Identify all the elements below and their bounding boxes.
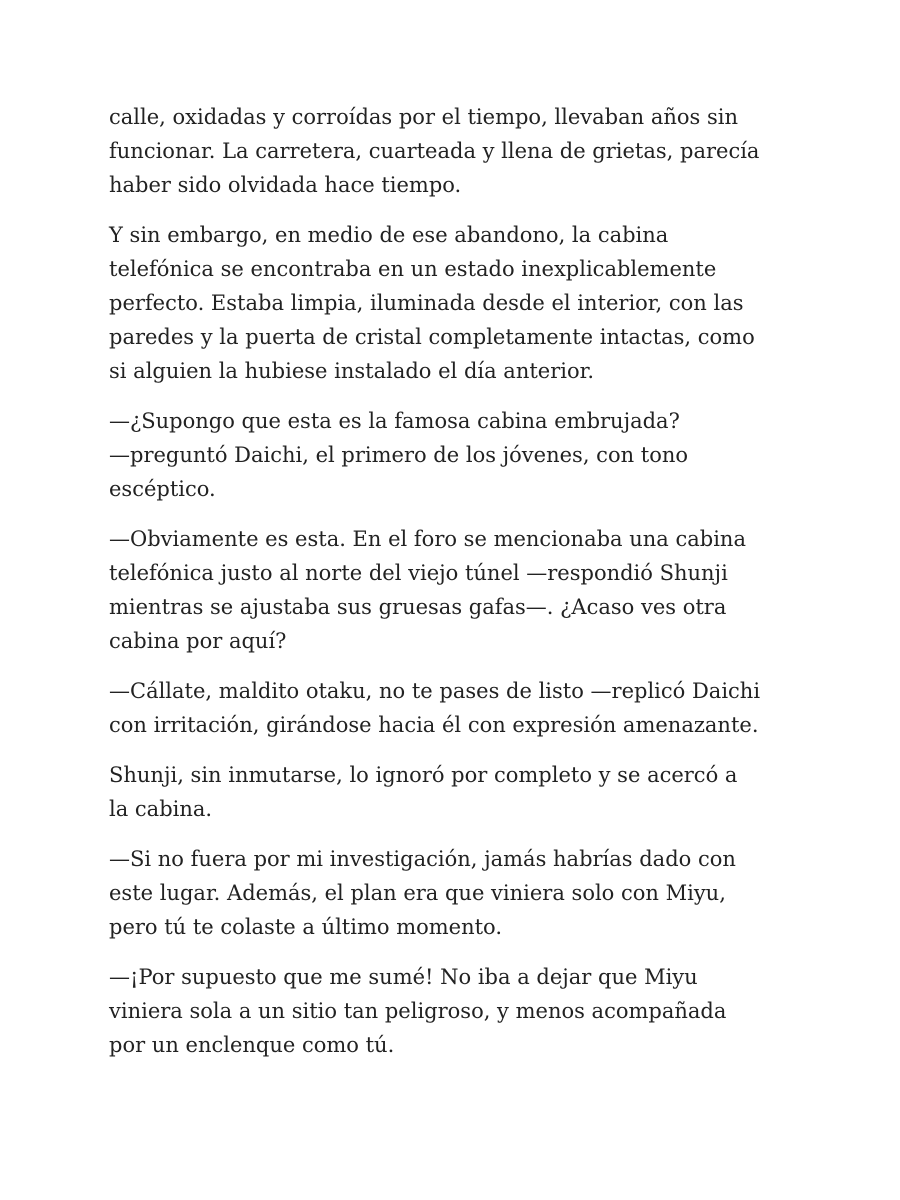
text-line: —preguntó Daichi, el primero de los jóvenes, con tono xyxy=(109,443,689,467)
paragraph xyxy=(109,674,799,742)
paragraph xyxy=(109,218,799,388)
text-line: viniera sola a un sitio tan peligroso, y menos acompañada xyxy=(109,999,727,1023)
text-line: mientras se ajustaba sus gruesas gafas—. ¿Acaso ves otra xyxy=(109,595,727,619)
text-line: —Si no fuera por mi investigación, jamás habrías dado con xyxy=(109,847,736,871)
text-line: telefónica justo al norte del viejo túnel —respondió Shunji xyxy=(109,561,728,585)
text-line: telefónica se encontraba en un estado inexplicablemente xyxy=(109,257,717,281)
text-line: —Cállate, maldito otaku, no te pases de listo —replicó Daichi xyxy=(109,679,761,703)
text-line: —Obviamente es esta. En el foro se mencionaba una cabina xyxy=(109,527,746,551)
text-line: por un enclenque como tú. xyxy=(109,1033,395,1057)
paragraph xyxy=(109,100,799,202)
paragraph xyxy=(109,842,799,944)
paragraph xyxy=(109,522,799,658)
text-line: paredes y la puerta de cristal completamente intactas, como xyxy=(109,325,755,349)
paragraph xyxy=(109,404,799,506)
text-line: —¿Supongo que esta es la famosa cabina embrujada? xyxy=(109,409,680,433)
document-page xyxy=(109,100,799,1078)
paragraph xyxy=(109,960,799,1062)
text-line: cabina por aquí? xyxy=(109,629,287,653)
text-line: este lugar. Además, el plan era que viniera solo con Miyu, xyxy=(109,881,726,905)
text-line: si alguien la hubiese instalado el día anterior. xyxy=(109,359,595,383)
text-line: la cabina. xyxy=(109,797,213,821)
text-line: —¡Por supuesto que me sumé! No iba a dejar que Miyu xyxy=(109,965,698,989)
paragraph xyxy=(109,758,799,826)
text-line: escéptico. xyxy=(109,477,216,501)
text-line: funcionar. La carretera, cuarteada y llena de grietas, parecía xyxy=(109,139,760,163)
text-line: calle, oxidadas y corroídas por el tiempo, llevaban años sin xyxy=(109,105,738,129)
text-line: perfecto. Estaba limpia, iluminada desde el interior, con las xyxy=(109,291,744,315)
text-line: Y sin embargo, en medio de ese abandono, la cabina xyxy=(109,223,669,247)
text-line: con irritación, girándose hacia él con expresión amenazante. xyxy=(109,713,759,737)
text-line: Shunji, sin inmutarse, lo ignoró por completo y se acercó a xyxy=(109,763,738,787)
text-line: pero tú te colaste a último momento. xyxy=(109,915,503,939)
text-line: haber sido olvidada hace tiempo. xyxy=(109,173,462,197)
